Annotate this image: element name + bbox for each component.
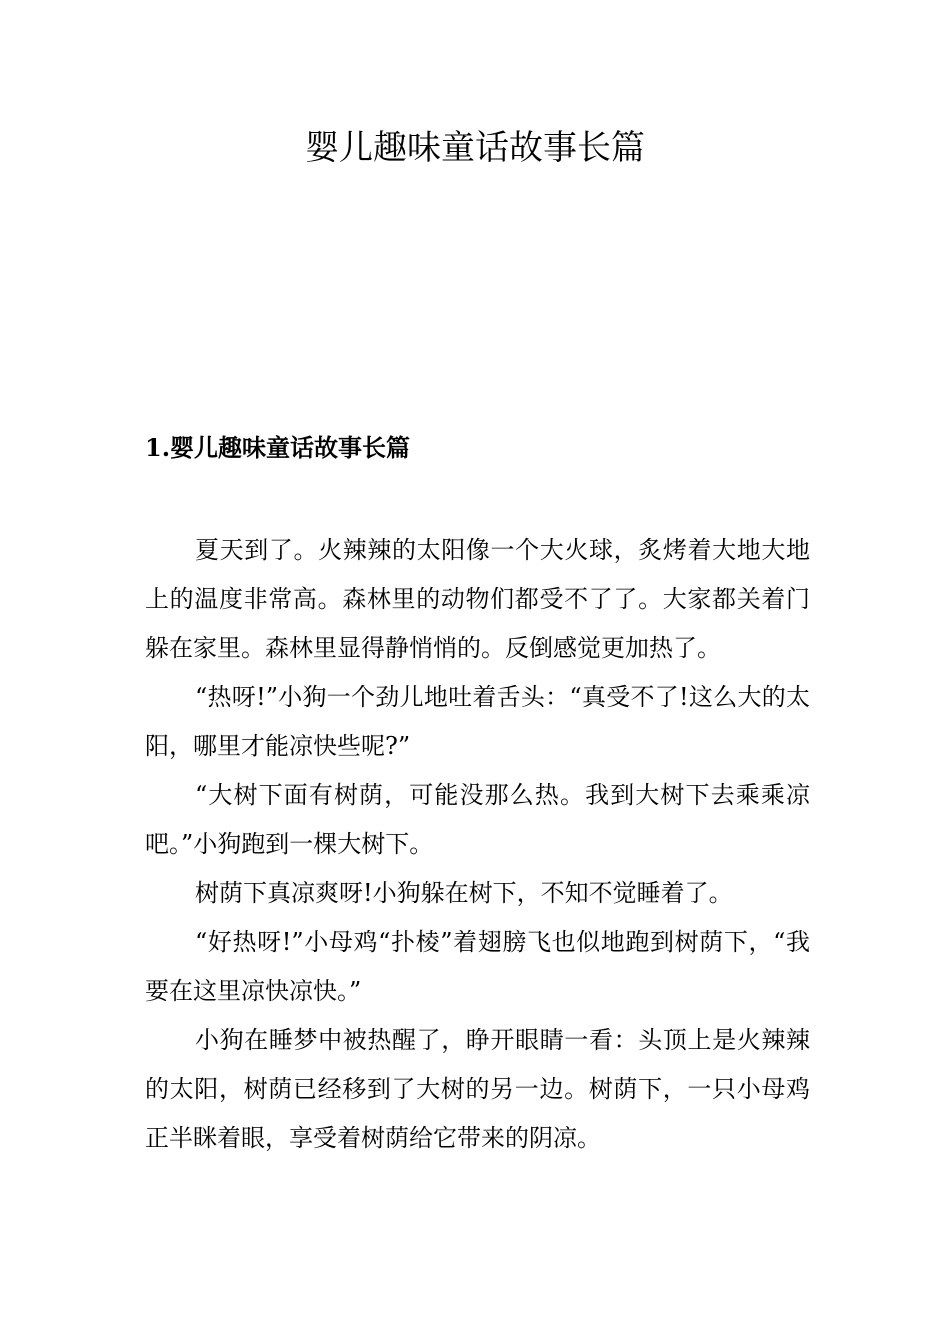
paragraph-2: “热呀!”小狗一个劲儿地吐着舌头：“真受不了!这么大的太阳，哪里才能凉快些呢?” bbox=[145, 683, 810, 760]
document-title: 婴儿趣味童话故事长篇 bbox=[305, 128, 645, 168]
paragraph-1: 夏天到了。火辣辣的太阳像一个大火球，炙烤着大地大地上的温度非常高。森林里的动物们都受不了了。大家都关着门躲在家里。森林里显得静悄悄的。反倒感觉更加热了。 bbox=[145, 536, 810, 662]
story-body bbox=[145, 526, 810, 1163]
paragraph-3: “大树下面有树荫，可能没那么热。我到大树下去乘乘凉吧。”小狗跑到一棵大树下。 bbox=[145, 781, 810, 858]
paragraph-5: “好热呀!”小母鸡“扑棱”着翅膀飞也似地跑到树荫下，“我要在这里凉快凉快。” bbox=[145, 928, 810, 1005]
paragraph-6: 小狗在睡梦中被热醒了，睁开眼睛一看：头顶上是火辣辣的太阳，树荫已经移到了大树的另一边。树荫下，一只小母鸡正半眯着眼，享受着树荫给它带来的阴凉。 bbox=[145, 1026, 810, 1152]
section-heading: 1.婴儿趣味童话故事长篇 bbox=[145, 433, 411, 462]
paragraph-4: 树荫下真凉爽呀!小狗躲在树下，不知不觉睡着了。 bbox=[195, 879, 733, 907]
